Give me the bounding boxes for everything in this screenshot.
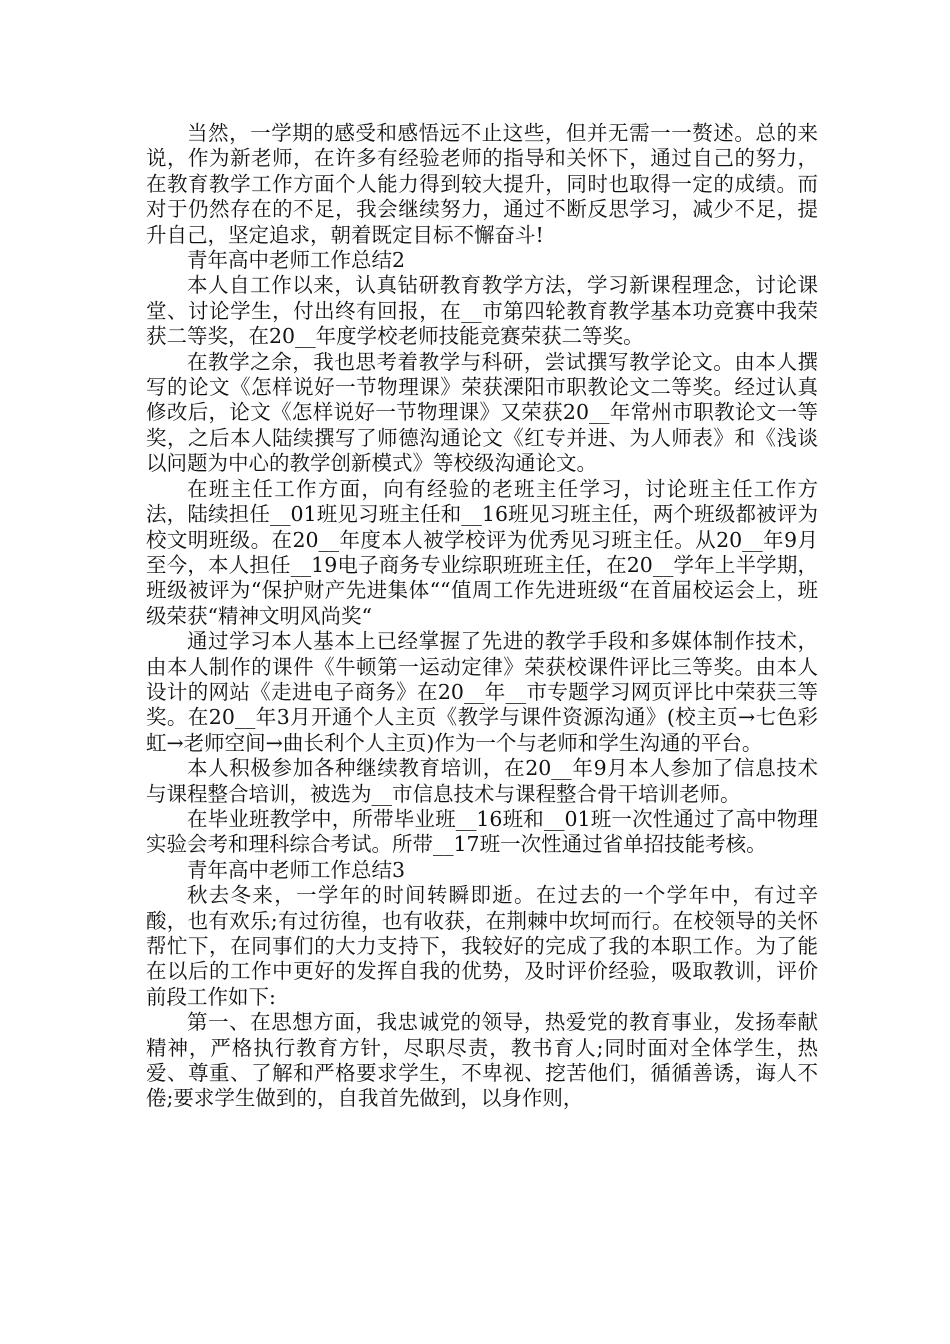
paragraph-7: 在毕业班教学中，所带毕业班__16班和__01班一次性通过了高中物理实验会考和理科综合考试。所带__17班一次性通过省单招技能考核。	[146, 806, 818, 857]
paragraph-3: 在教学之余，我也思考着教学与科研，尝试撰写教学论文。由本人撰写的论文《怎样说好一节物理课》荣获溧阳市职教论文二等奖。经过认真修改后，论文《怎样说好一节物理课》又荣获20__年常州市职教论文一等奖，之后本人陆续撰写了师德沟通论文《红专并进、为人师表》和《浅谈以问题为中心的教学创新模式》等校级沟通论文。	[146, 349, 818, 476]
paragraph-8: 秋去冬来，一学年的时间转瞬即逝。在过去的一个学年中，有过辛酸，也有欢乐;有过彷徨，也有收获，在荆棘中坎坷而行。在校领导的关怀帮忙下，在同事们的大力支持下，我较好的完成了我的本职工作。为了能在以后的工作中更好的发挥自我的优势，及时评价经验，吸取教训，评价前段工作如下:	[146, 883, 818, 1009]
document-body	[146, 121, 818, 1112]
paragraph-1: 当然，一学期的感受和感悟远不止这些，但并无需一一赘述。总的来说，作为新老师，在许多有经验老师的指导和关怀下，通过自己的努力，在教育教学工作方面个人能力得到较大提升，同时也取得一定的成绩。而对于仍然存在的不足，我会继续努力，通过不断反思学习，减少不足，提升自己，坚定追求，朝着既定目标不懈奋斗!	[146, 121, 818, 247]
paragraph-9: 第一、在思想方面，我忠诚党的领导，热爱党的教育事业，发扬奉献精神，严格执行教育方针，尽职尽责，教书育人;同时面对全体学生，热爱、尊重、了解和严格要求学生，不卑视、挖苦他们，循循善诱，诲人不倦;要求学生做到的，自我首先做到，以身作则，	[146, 1010, 818, 1111]
section-heading-3: 青年高中老师工作总结3	[187, 857, 406, 882]
paragraph-6: 本人积极参加各种继续教育培训，在20__年9月本人参加了信息技术与课程整合培训，被选为__市信息技术与课程整合骨干培训老师。	[146, 756, 818, 806]
section-heading-2: 青年高中老师工作总结2	[187, 248, 406, 273]
paragraph-4: 在班主任工作方面，向有经验的老班主任学习，讨论班主任工作方法，陆续担任__01班见习班主任和__16班见习班主任，两个班级都被评为校文明班级。在20__年度本人被学校评为优秀见习班主任。从20__年9月至今，本人担任__19电子商务专业综职班班主任，在20__学年上半学期，班级被评为“保护财产先进集体““值周工作先进班级“在首届校运会上，班级荣获“精神文明风尚奖“	[146, 476, 818, 628]
paragraph-5: 通过学习本人基本上已经掌握了先进的教学手段和多媒体制作技术，由本人制作的课件《牛顿第一运动定律》荣获校课件评比三等奖。由本人设计的网站《走进电子商务》在20__年__市专题学习网页评比中荣获三等奖。在20__年3月开通个人主页《教学与课件资源沟通》(校主页→七色彩虹→老师空间→曲长利个人主页)作为一个与老师和学生沟通的平台。	[146, 629, 818, 755]
paragraph-2: 本人自工作以来，认真钻研教育教学方法，学习新课程理念，讨论课堂、讨论学生，付出终有回报，在__市第四轮教育教学基本功竞赛中我荣获二等奖，在20__年度学校老师技能竞赛荣获二等奖。	[146, 273, 818, 349]
